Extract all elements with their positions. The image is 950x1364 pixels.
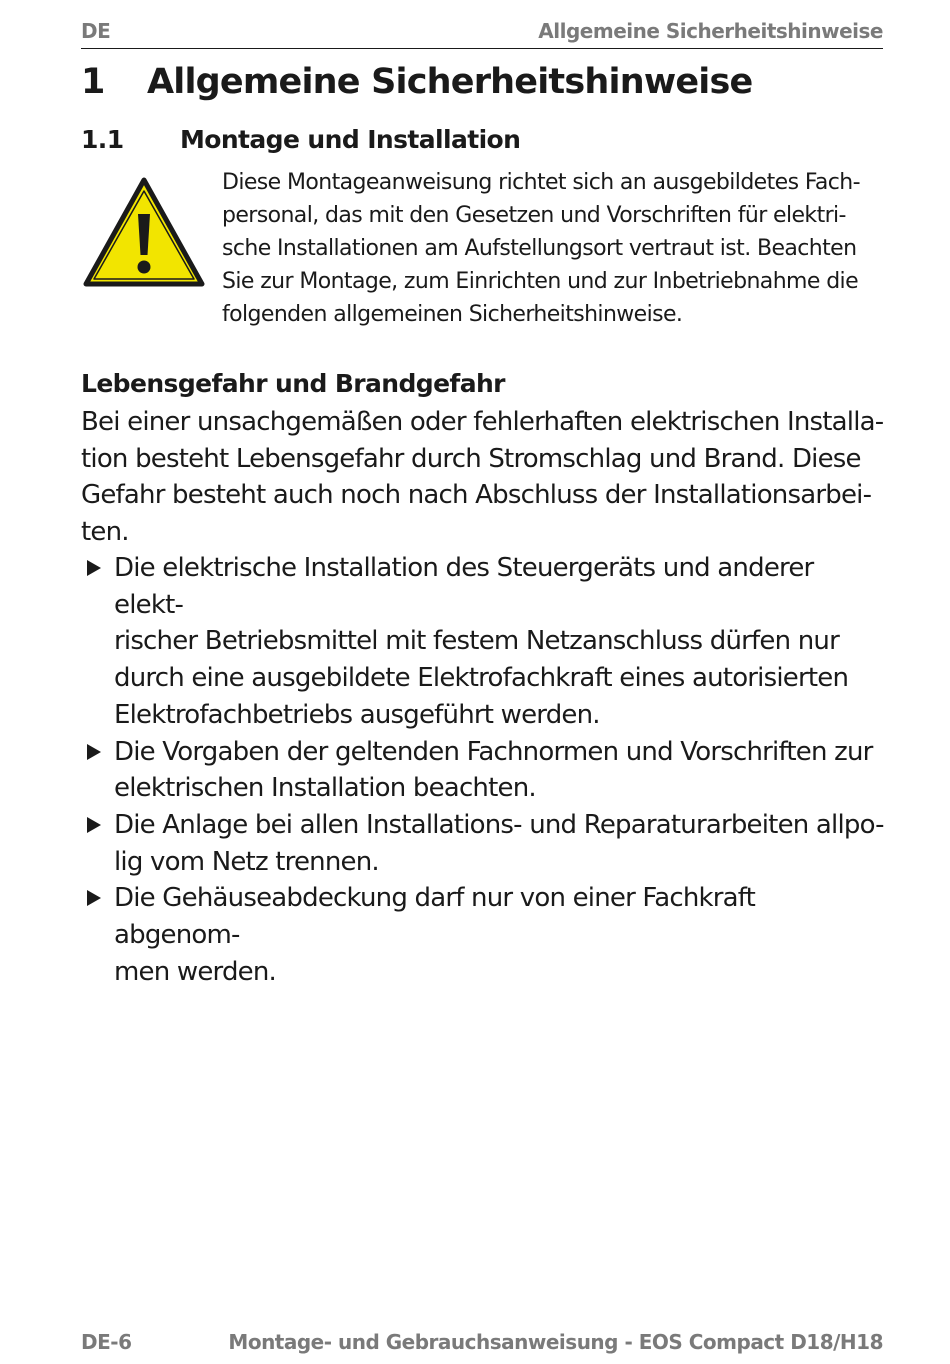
- instruction-line: elektrischen Installation beachten.: [114, 773, 536, 804]
- instruction-line: durch eine ausgebildete Elektrofachkraft eines autorisierten: [114, 663, 849, 694]
- page-footer: [81, 1330, 883, 1354]
- instruction-line: Die Gehäuseabdeckung darf nur von einer Fachkraft abgenom-: [114, 883, 756, 951]
- triangle-bullet-icon: [87, 890, 101, 906]
- hazard-paragraph: [81, 404, 885, 551]
- footer-document-title: Montage- und Gebrauchsanweisung - EOS Compact D18/H18: [228, 1330, 883, 1354]
- triangle-bullet-icon: [87, 560, 101, 576]
- subsection-heading: [81, 125, 520, 154]
- intro-line: personal, das mit den Gesetzen und Vorschriften für elektri-: [222, 203, 846, 228]
- instruction-item: [81, 550, 885, 734]
- instruction-line: Die elektrische Installation des Steuergeräts und anderer elekt-: [114, 553, 814, 620]
- intro-line: Diese Montageanweisung richtet sich an ausgebildetes Fach-: [222, 170, 860, 195]
- header-language: DE: [81, 19, 111, 43]
- subsection-number: 1.1: [81, 125, 124, 154]
- triangle-bullet-icon: [87, 817, 101, 833]
- instruction-line: Elektrofachbetriebs ausgeführt werden.: [114, 699, 600, 730]
- chapter-title: Allgemeine Sicherheitshinweise: [147, 62, 753, 102]
- intro-line: folgenden allgemeinen Sicherheitshinweise.: [222, 302, 683, 327]
- instruction-list: [81, 550, 885, 990]
- intro-paragraph: [222, 166, 884, 331]
- page-header: [81, 14, 883, 49]
- hazard-line: Bei einer unsachgemäßen oder fehlerhaften elektrischen Installa-: [81, 407, 884, 437]
- triangle-bullet-icon: [87, 744, 101, 760]
- subsection-title: Montage und Installation: [180, 125, 521, 154]
- intro-line: sche Installationen am Aufstellungsort vertraut ist. Beachten: [222, 236, 857, 261]
- header-section-title: Allgemeine Sicherheitshinweise: [538, 19, 883, 43]
- hazard-heading: Lebensgefahr und Brandgefahr: [81, 369, 505, 398]
- instruction-item: [81, 880, 885, 990]
- instruction-item: [81, 807, 885, 880]
- instruction-item: [81, 734, 885, 807]
- instruction-line: rischer Betriebsmittel mit festem Netzanschluss dürfen nur: [114, 626, 839, 657]
- footer-page-number: DE-6: [81, 1330, 132, 1354]
- instruction-line: lig vom Netz trennen.: [114, 846, 379, 877]
- hazard-line: tion besteht Lebensgefahr durch Stromschlag und Brand. Diese: [81, 443, 861, 474]
- hazard-line: Gefahr besteht auch noch nach Abschluss der Installationsarbei-: [81, 480, 872, 511]
- chapter-number: 1: [81, 62, 105, 102]
- instruction-line: Die Anlage bei allen Installations- und Reparaturarbeiten allpo-: [114, 809, 884, 840]
- hazard-line: ten.: [81, 517, 129, 548]
- instruction-line: Die Vorgaben der geltenden Fachnormen und Vorschriften zur: [114, 736, 873, 767]
- warning-triangle-icon: [82, 176, 206, 288]
- intro-line: Sie zur Montage, zum Einrichten und zur Inbetriebnahme die: [222, 269, 859, 294]
- chapter-heading: [81, 62, 752, 102]
- instruction-line: men werden.: [114, 956, 277, 987]
